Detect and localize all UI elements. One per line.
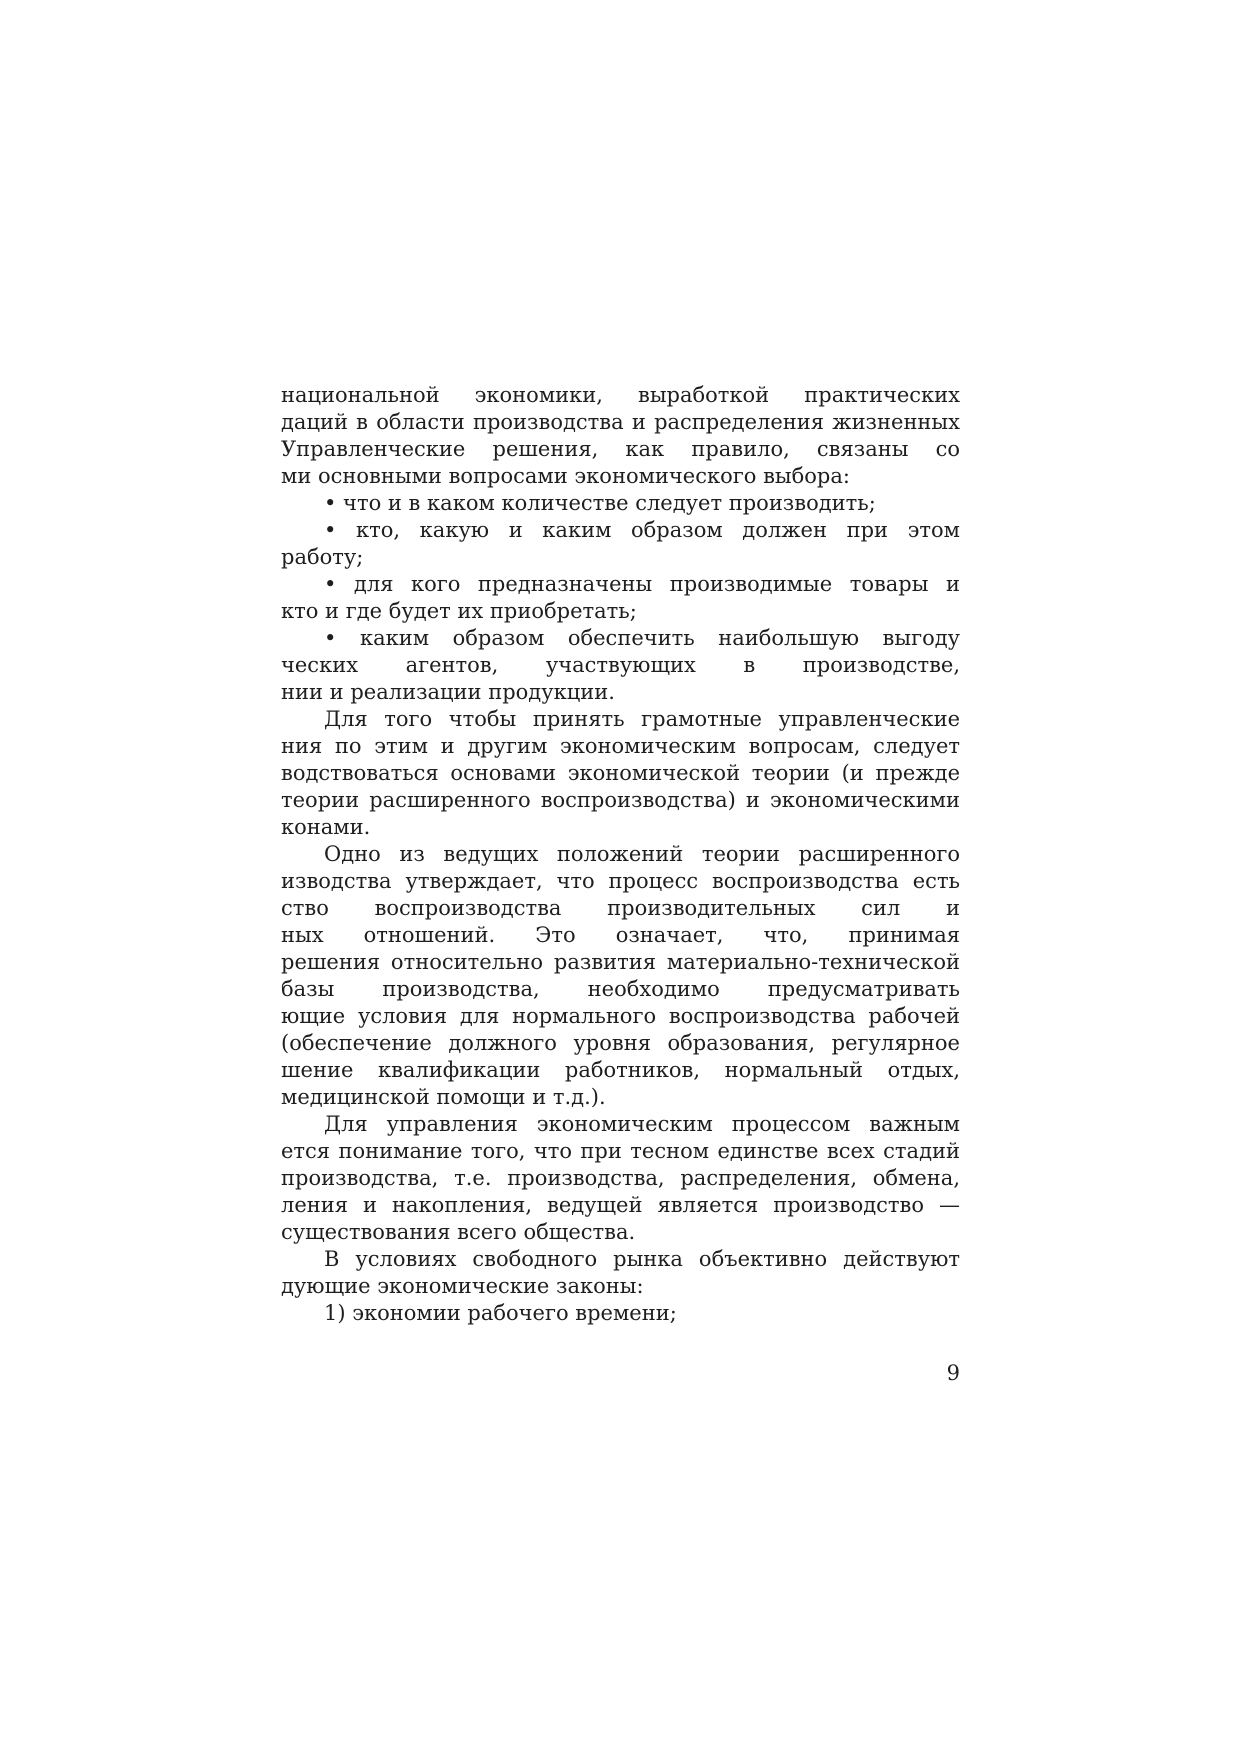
text-line: Управленческие решения, как правило, связаны со xyxy=(281,437,960,461)
text-line: нии и реализации продукции. xyxy=(281,680,615,704)
text-line: конами. xyxy=(281,815,371,839)
text-line: ство воспроизводства производительных сил и xyxy=(281,896,960,920)
text-line: Одно из ведущих положений теории расширенного xyxy=(324,842,960,866)
text-line: национальной экономики, выработкой практических xyxy=(281,383,960,407)
text-line: кто и где будет их приобретать; xyxy=(281,599,637,623)
text-line: даций в области производства и распределения жизненных xyxy=(281,410,960,434)
text-line: ется понимание того, что при тесном единстве всех стадий xyxy=(281,1139,960,1163)
text-line: водствоваться основами экономической теории (и прежде xyxy=(281,761,960,785)
text-line: медицинской помощи и т.д.). xyxy=(281,1085,606,1109)
text-line: • что и в каком количестве следует производить; xyxy=(324,491,876,515)
text-line: изводства утверждает, что процесс воспроизводства есть xyxy=(281,869,960,893)
text-line: дующие экономические законы: xyxy=(281,1274,644,1298)
text-line: • каким образом обеспечить наибольшую выгоду xyxy=(324,626,960,650)
text-line: • кто, какую и каким образом должен при этом xyxy=(324,518,960,542)
text-line: ми основными вопросами экономического выбора: xyxy=(281,464,850,488)
text-line: ческих агентов, участвующих в производстве, xyxy=(281,653,960,677)
text-line: ния по этим и другим экономическим вопросам, следует xyxy=(281,734,960,758)
text-line: работу; xyxy=(281,545,364,569)
text-line: Для управления экономическим процессом важным xyxy=(324,1112,960,1136)
text-line: существования всего общества. xyxy=(281,1220,636,1244)
text-line: 1) экономии рабочего времени; xyxy=(324,1301,677,1325)
text-line: В условиях свободного рынка объективно действуют xyxy=(324,1247,960,1271)
text-line: ления и накопления, ведущей является производство — xyxy=(281,1193,960,1217)
text-line: Для того чтобы принять грамотные управленческие xyxy=(324,707,960,731)
page-number: 9 xyxy=(946,1361,960,1385)
text-line: решения относительно развития материально-технической xyxy=(281,950,960,974)
text-line: ных отношений. Это означает, что, принимая xyxy=(281,923,960,947)
text-line: базы производства, необходимо предусматривать xyxy=(281,977,960,1001)
text-line: производства, т.е. производства, распределения, обмена, xyxy=(281,1166,960,1190)
text-line: шение квалификации работников, нормальный отдых, xyxy=(281,1058,960,1082)
text-line: теории расширенного воспроизводства) и экономическими xyxy=(281,788,960,812)
text-line: ющие условия для нормального воспроизводства рабочей xyxy=(281,1004,960,1028)
text-line: (обеспечение должного уровня образования, регулярное xyxy=(281,1031,960,1055)
text-line: • для кого предназначены производимые товары и xyxy=(324,572,960,596)
body-text xyxy=(281,382,960,1327)
